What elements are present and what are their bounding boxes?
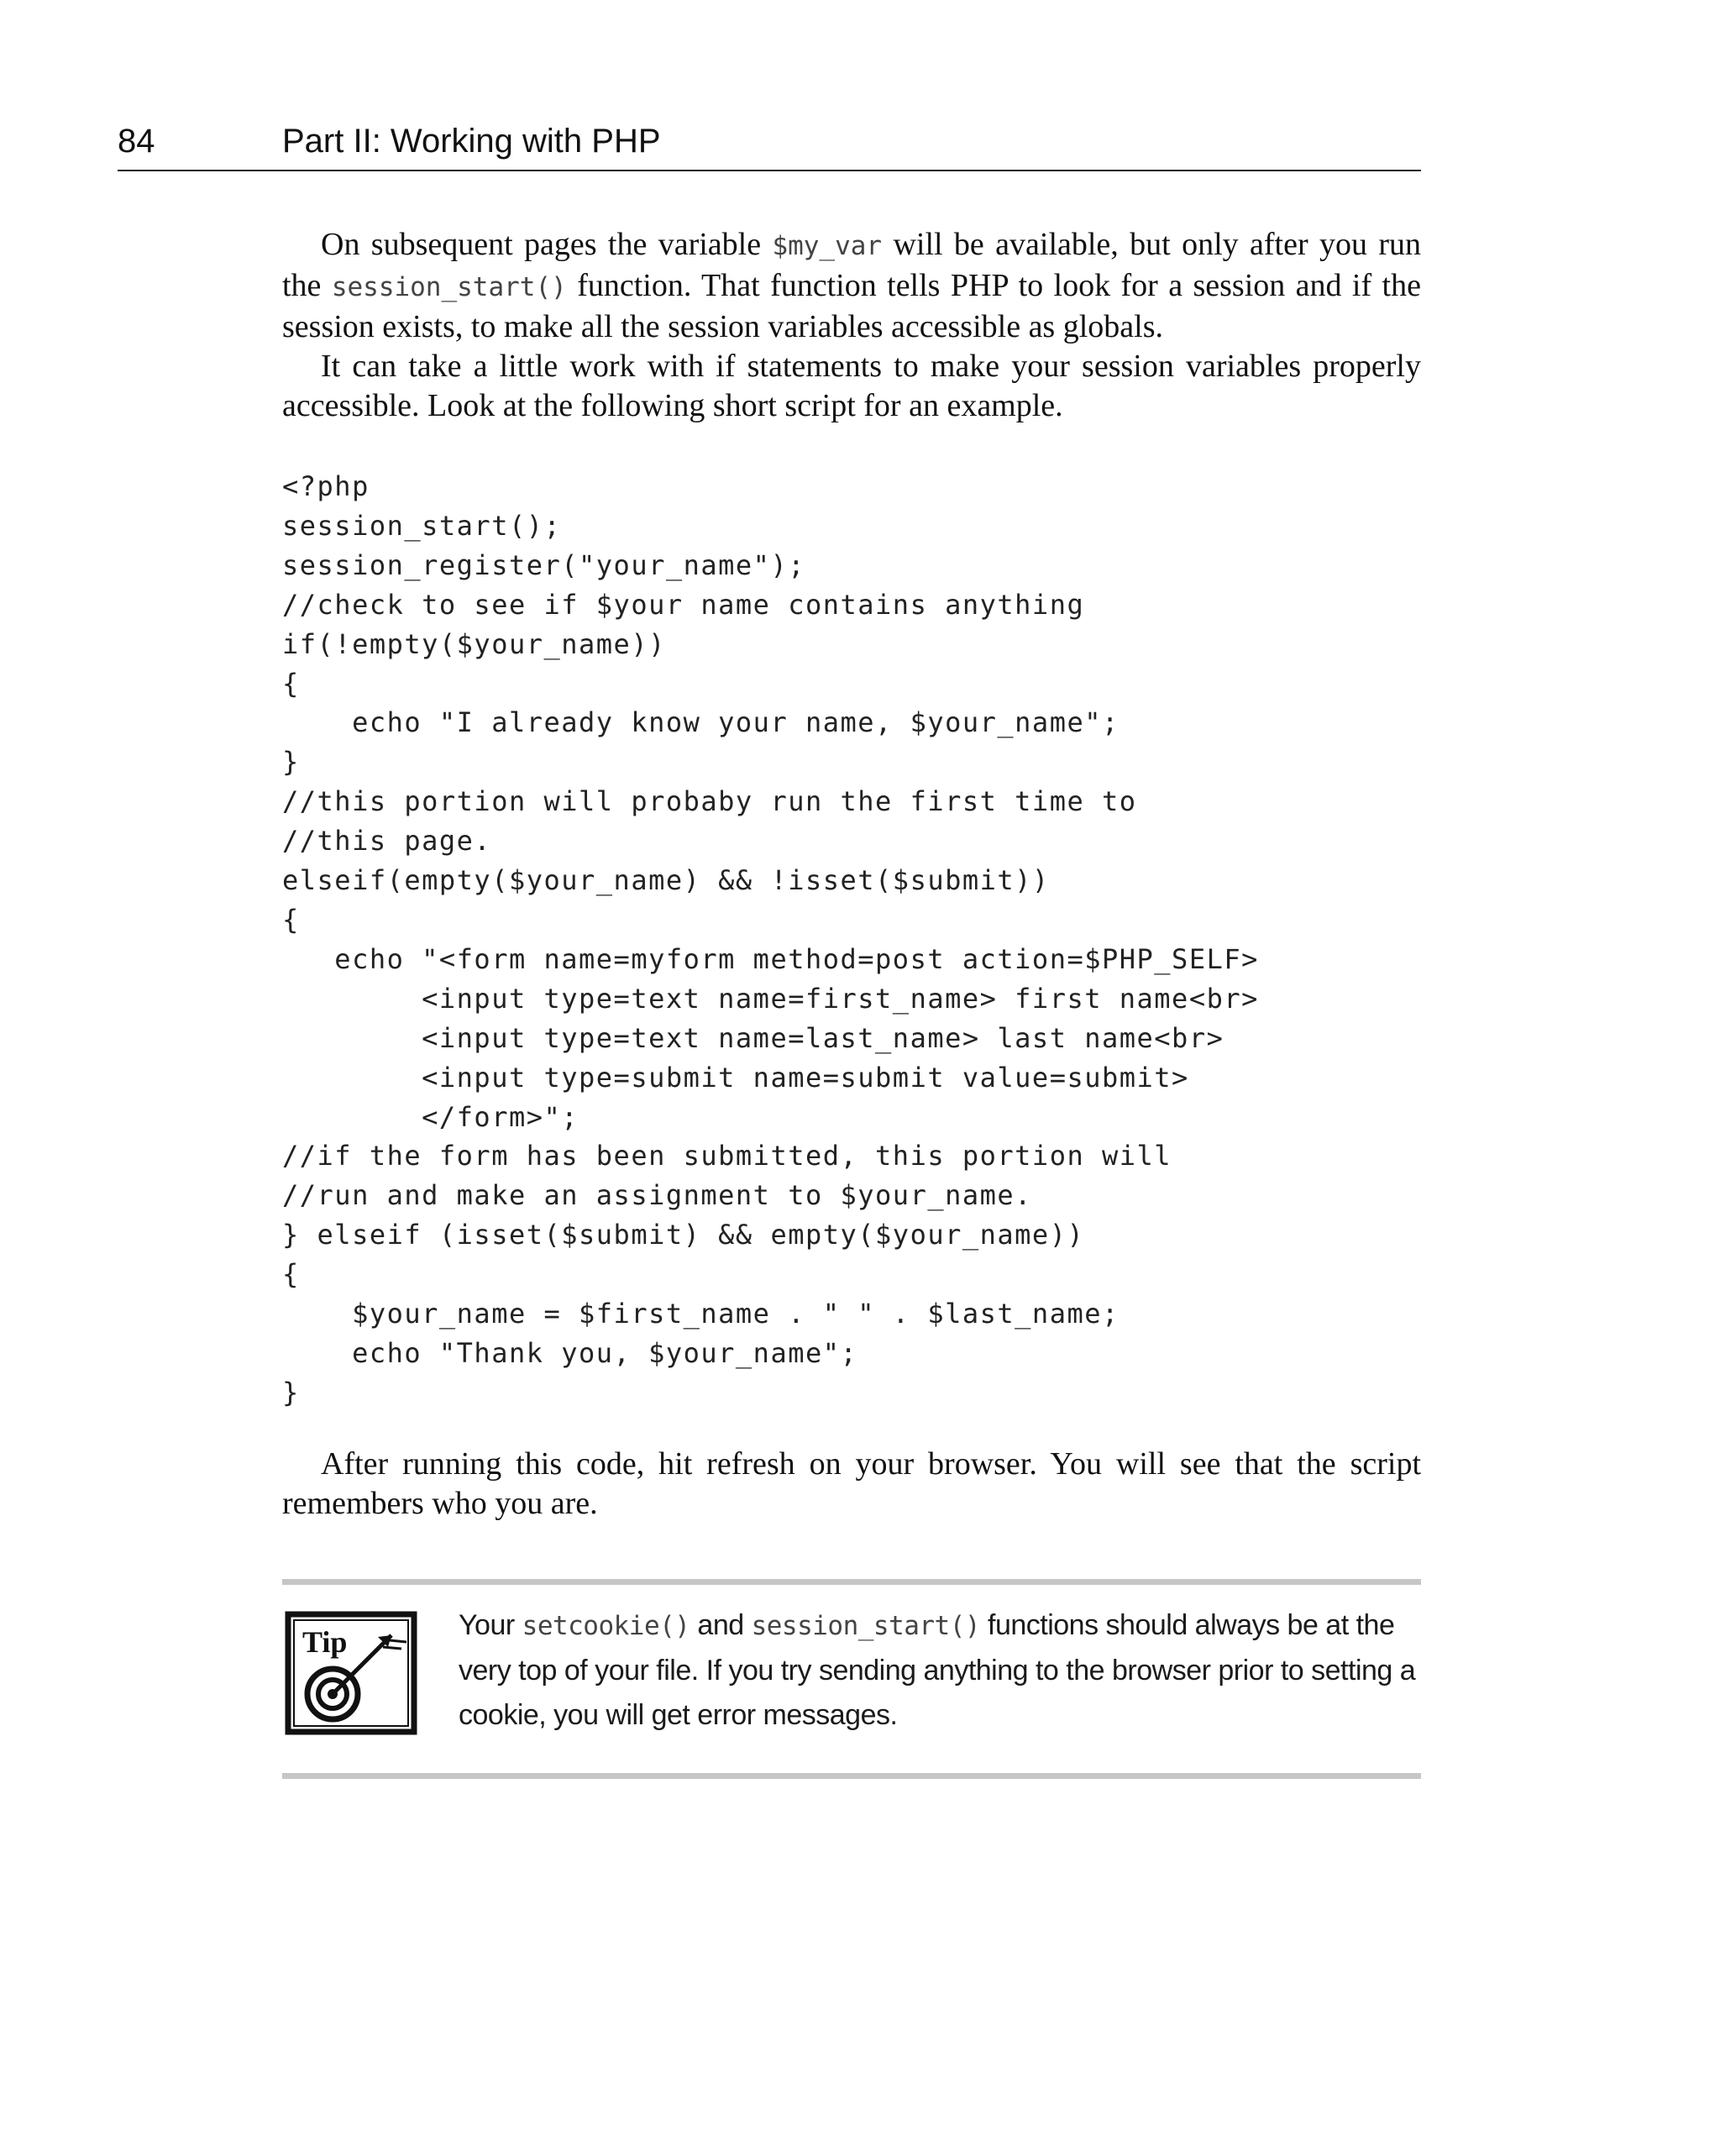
paragraph-session-variable: On subsequent pages the variable $my_var will be available, but only after you run the session_start() function. That function tells PHP to look for a session and if the session exists, to make all the session variables accessible as globals. (282, 227, 1421, 344)
code-line: } elseif (isset($submit) && empty($your_name)) (282, 1219, 1085, 1251)
paragraph-if-statements: It can take a little work with if statements to make your session variables properly accessible. Look at the following short script for an example. (282, 349, 1421, 423)
code-line: <input type=text name=last_name> last name<br> (282, 1021, 1224, 1054)
running-head: Part II: Working with PHP (282, 123, 661, 160)
code-line: echo "Thank you, $your_name"; (282, 1336, 858, 1369)
tip-target-icon (284, 1610, 418, 1736)
code-line: //if the form has been submitted, this portion will (282, 1140, 1172, 1172)
inline-code-setcookie: setcookie() (522, 1611, 690, 1641)
tip-text: Your setcookie() and session_start() functions should always be at the very top of your file. If you try sending anything to the browser prior to setting a cookie, you will get error messages. (459, 1609, 1416, 1731)
code-line: { (282, 667, 300, 700)
code-line: session_start(); (282, 509, 562, 542)
code-line: <input type=text name=first_name> first name<br> (282, 982, 1259, 1015)
code-line: </form>"; (282, 1100, 579, 1133)
code-line: } (282, 1376, 300, 1408)
intro-text (282, 225, 1421, 426)
code-line: //this page. (282, 825, 492, 858)
code-line: //run and make an assignment to $your_name. (282, 1179, 1032, 1212)
inline-code-session-start: session_start() (751, 1611, 981, 1641)
after-text (282, 1445, 1421, 1524)
inline-code-my-var: $my_var (772, 231, 883, 261)
code-line: //check to see if $your name contains anything (282, 588, 1085, 621)
code-line: //this portion will probaby run the first time to (282, 785, 1137, 818)
code-line: if(!empty($your_name)) (282, 627, 666, 660)
tip-box (282, 1579, 1421, 1779)
page-number: 84 (118, 123, 155, 160)
code-line: session_register("your_name"); (282, 548, 805, 581)
inline-code-session-start: session_start() (331, 272, 567, 302)
code-line: <input type=submit name=submit value=submit> (282, 1061, 1189, 1094)
code-line: echo "I already know your name, $your_name"; (282, 706, 1120, 739)
code-line: { (282, 903, 300, 936)
code-line: { (282, 1258, 300, 1291)
page-header (118, 118, 1421, 171)
tip-label: Tip (302, 1625, 348, 1659)
code-line: $your_name = $first_name . " " . $last_name; (282, 1298, 1120, 1330)
code-line: <?php (282, 470, 370, 502)
code-listing (282, 467, 1259, 1413)
paragraph-after-running: After running this code, hit refresh on your browser. You will see that the script remembers who you are. (282, 1446, 1421, 1521)
code-line: } (282, 746, 300, 779)
code-line: elseif(empty($your_name) && !isset($submit)) (282, 864, 1050, 897)
code-line: echo "<form name=myform method=post action=$PHP_SELF> (282, 942, 1259, 975)
